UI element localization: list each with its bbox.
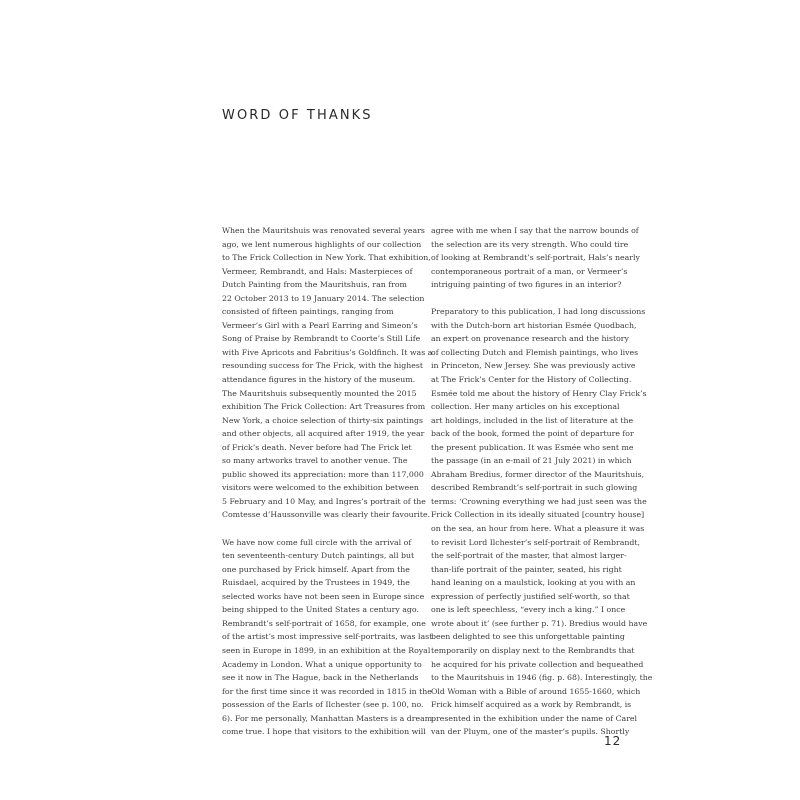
page-number: 12	[604, 734, 622, 748]
text-line: selected works have not been seen in Europe since	[222, 591, 425, 601]
text-line: art holdings, included in the list of literature at the	[431, 415, 634, 425]
text-line: one is left speechless, “every inch a king.” I once	[431, 605, 626, 615]
page-title: WORD OF THANKS	[222, 108, 373, 123]
text-line: to the Mauritshuis in 1946 (fig. p. 68). Interestingly, the	[431, 673, 653, 683]
text-line: Academy in London. What a unique opportunity to	[222, 659, 422, 669]
text-line: Esmée told me about the history of Henry Clay Frick’s	[431, 388, 647, 398]
text-line: When the Mauritshuis was renovated several years	[222, 226, 425, 235]
text-line: Comtesse d’Haussonville was clearly their favourite.	[222, 510, 431, 520]
right-text-column	[431, 224, 653, 739]
text-line: Abraham Bredius, former director of the Mauritshuis,	[431, 469, 645, 479]
text-line: described Rembrandt’s self-portrait in such glowing	[431, 483, 638, 493]
text-line: exhibition The Frick Collection: Art Treasures from	[222, 402, 426, 412]
text-line: Dutch Painting from the Mauritshuis, ran from	[222, 280, 407, 290]
text-line: back of the book, formed the point of departure for	[431, 429, 634, 439]
paragraph-gap	[431, 292, 617, 306]
text-line: an expert on provenance research and the history	[431, 334, 629, 344]
text-line: of looking at Rembrandt’s self-portrait, Hals’s nearly	[431, 253, 640, 263]
text-line: come true. I hope that visitors to the exhibition will	[222, 727, 426, 737]
text-line: the self-portrait of the master, that almost larger-	[431, 551, 627, 561]
text-line: contemporaneous portrait of a man, or Vermeer’s	[431, 266, 628, 276]
text-line: on the sea, an hour from here. What a pleasure it was	[431, 524, 645, 534]
text-line: public showed its appreciation: more than 117,000	[222, 469, 424, 479]
text-line: visitors were welcomed to the exhibition between	[222, 483, 419, 493]
text-line: attendance figures in the history of the museum.	[222, 375, 416, 385]
text-line: he acquired for his private collection and bequeathed	[431, 659, 644, 669]
text-line: of the artist’s most impressive self-portraits, was last	[222, 632, 433, 642]
text-line: Ruisdael, acquired by the Trustees in 1949, the	[222, 578, 410, 588]
text-line: temporarily on display next to the Rembrandts that	[431, 645, 635, 655]
text-line: the present publication. It was Esmée who sent me	[431, 442, 634, 452]
text-line: hand leaning on a maulstick, looking at you with an	[431, 578, 636, 588]
text-line: the selection are its very strength. Who could tire	[431, 239, 629, 249]
text-line: Vermeer’s Girl with a Pearl Earring and Simeon’s	[222, 320, 418, 330]
text-line: Vermeer, Rembrandt, and Hals: Masterpieces of	[222, 266, 413, 276]
text-line: Old Woman with a Bible of around 1655-1660, which	[431, 686, 641, 696]
text-line: for the first time since it was recorded in 1815 in the	[222, 686, 432, 696]
text-line: 22 October 2013 to 19 January 2014. The selection	[222, 293, 425, 303]
text-line: the passage (in an e-mail of 21 July 2021) in which	[431, 456, 632, 466]
text-line: New York, a choice selection of thirty-six paintings	[222, 415, 424, 425]
text-line: see it now in The Hague, back in the Netherlands	[222, 673, 419, 683]
text-line: ten seventeenth-century Dutch paintings, all but	[222, 551, 415, 561]
text-line: than-life portrait of the painter, seated, his right	[431, 564, 622, 574]
text-line: seen in Europe in 1899, in an exhibition at the Royal	[222, 645, 431, 655]
text-line: one purchased by Frick himself. Apart from the	[222, 564, 410, 574]
text-line: van der Pluym, one of the master’s pupils. Shortly	[431, 727, 630, 737]
text-line: been delighted to see this unforgettable painting	[431, 632, 625, 642]
text-line: with Five Apricots and Fabritius’s Goldfinch. It was a	[222, 347, 433, 357]
text-line: consisted of fifteen paintings, ranging from	[222, 307, 394, 317]
text-line: The Mauritshuis subsequently mounted the 2015	[222, 388, 417, 398]
text-line: to The Frick Collection in New York. That exhibition,	[222, 253, 431, 263]
left-text-column	[222, 224, 433, 739]
text-line: ago, we lent numerous highlights of our collection	[222, 239, 422, 249]
text-line: 6). For me personally, Manhattan Masters is a dream	[222, 713, 433, 723]
text-line: possession of the Earls of Ilchester (see p. 100, no.	[222, 700, 424, 710]
text-line: agree with me when I say that the narrow bounds of	[431, 226, 639, 235]
text-line: intriguing painting of two figures in an interior?	[431, 280, 622, 290]
text-line: resounding success for The Frick, with the highest	[222, 361, 424, 371]
text-line: so many artworks travel to another venue. The	[222, 456, 408, 466]
text-line: terms: ‘Crowning everything we had just seen was the	[431, 496, 647, 506]
text-line: at The Frick’s Center for the History of Collecting.	[431, 375, 632, 385]
text-line: expression of perfectly justified self-worth, so that	[431, 591, 630, 601]
text-line: being shipped to the United States a century ago.	[222, 605, 419, 615]
text-line: wrote about it’ (see further p. 71). Bredius would have	[431, 618, 648, 628]
text-line: Rembrandt’s self-portrait of 1658, for example, one	[222, 618, 426, 628]
text-line: We have now come full circle with the arrival of	[222, 537, 412, 547]
paragraph-gap	[222, 522, 408, 536]
text-line: Frick himself acquired as a work by Rembrandt, is	[431, 700, 632, 710]
text-line: presented in the exhibition under the name of Carel	[431, 713, 638, 723]
text-line: of collecting Dutch and Flemish paintings, who lives	[431, 347, 639, 357]
text-line: with the Dutch-born art historian Esmée Quodbach,	[431, 320, 637, 330]
text-line: Preparatory to this publication, I had long discussions	[431, 307, 646, 317]
text-line: in Princeton, New Jersey. She was previously active	[431, 361, 636, 371]
text-line: of Frick’s death. Never before had The Frick let	[222, 442, 412, 452]
text-line: Frick Collection in its ideally situated [country house]	[431, 510, 645, 520]
text-line: and other objects, all acquired after 1919, the year	[222, 429, 425, 439]
text-line: collection. Her many articles on his exceptional	[431, 402, 620, 412]
text-line: Song of Praise by Rembrandt to Coorte’s Still Life	[222, 334, 421, 344]
text-line: 5 February and 10 May, and Ingres’s portrait of the	[222, 496, 426, 506]
text-line: to revisit Lord Ilchester’s self-portrait of Rembrandt,	[431, 537, 641, 547]
